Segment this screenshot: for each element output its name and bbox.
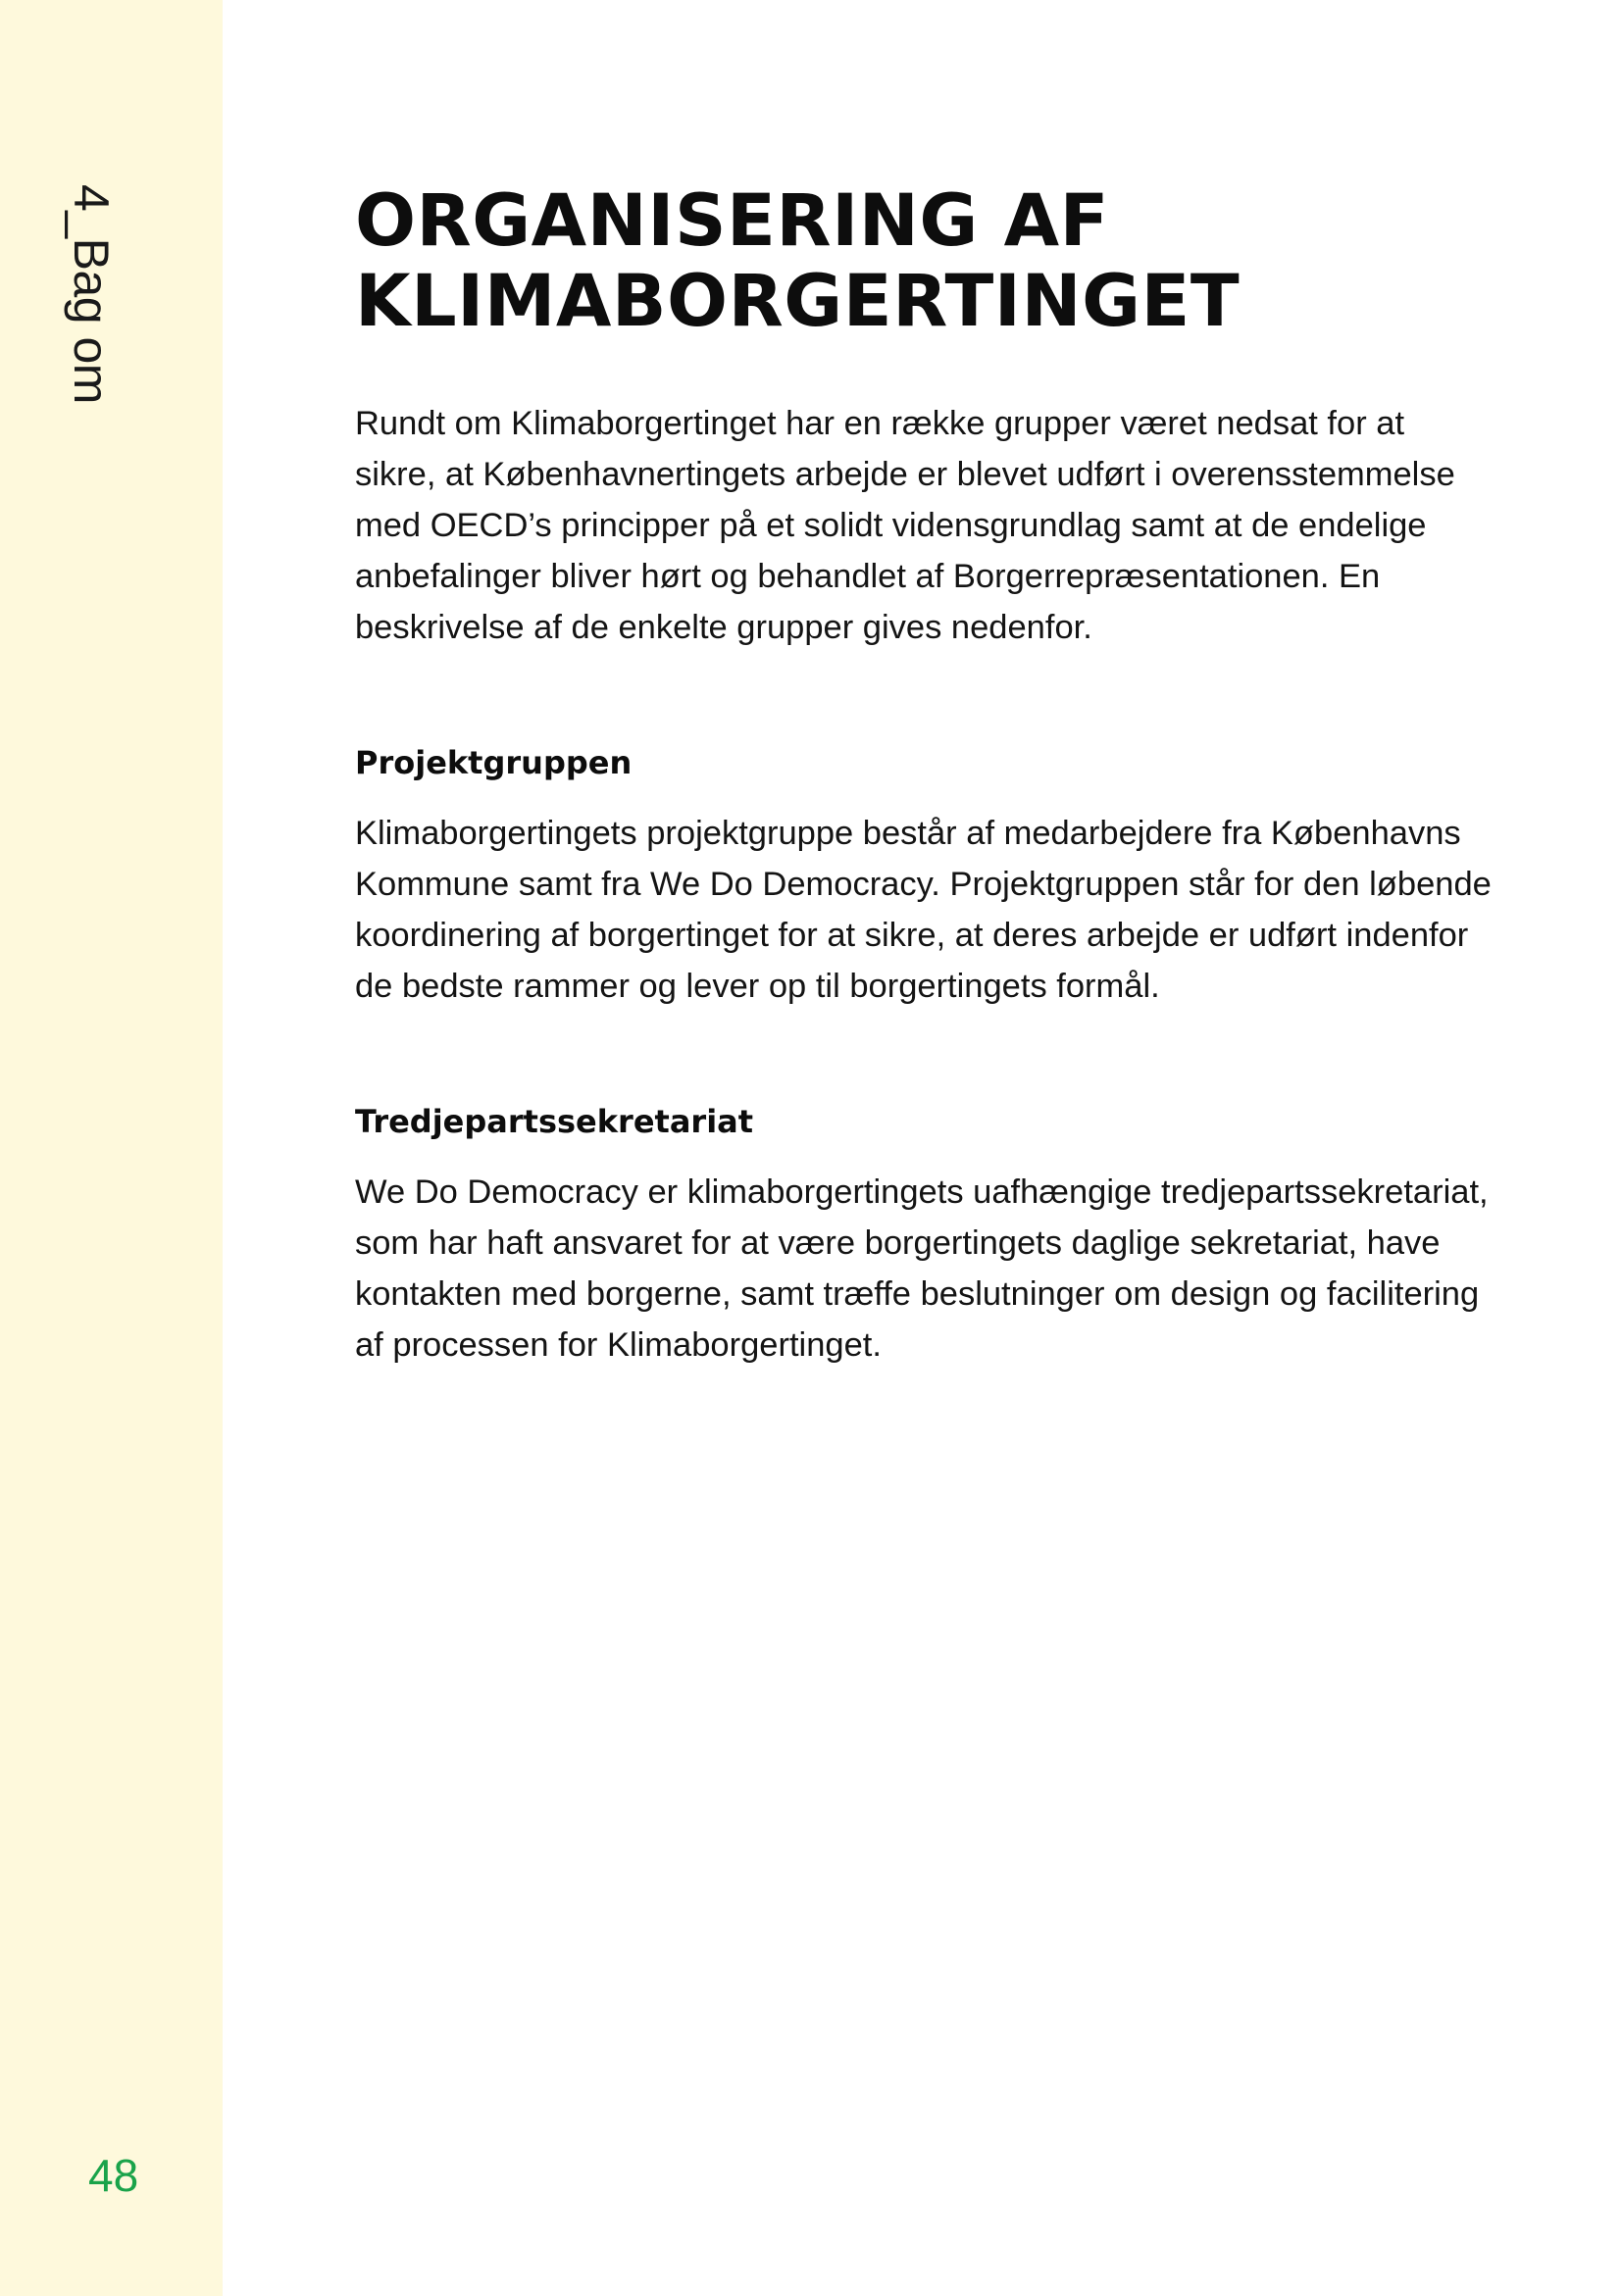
section-label: 4_Bag om <box>64 184 119 404</box>
section-body-tredjepartssekretariat: We Do Democracy er klimaborgertingets uafhængige tredjepartssekretariat, som har haft ansvaret for at være borgertingets daglige sekretariat, have kontakten med borgerne, samt træffe beslutninger om design og facilitering af processen for Klimaborgertinget. <box>355 1173 1489 1364</box>
page-title: ORGANISERING AF KLIMABORGERTINGET <box>355 179 1241 343</box>
page-number: 48 <box>88 2150 139 2201</box>
intro-paragraph: Rundt om Klimaborgertinget har en række grupper været nedsat for at sikre, at Københavnertingets arbejde er blevet udført i overensstemmelse med OECD’s principper på et solidt vidensgrundlag samt at de endelige anbefalinger bliver hørt og behandlet af Borgerrepræsentationen. En beskrivelse af de enkelte grupper gives nedenfor. <box>355 405 1455 646</box>
section-body-projektgruppen: Klimaborgertingets projektgruppe består af medarbejdere fra Københavns Kommune samt fra We Do Democracy. Projektgruppen står for den løbende koordinering af borgertinget for at sikre, at deres arbejde er udført indenfor de bedste rammer og lever op til borgertingets formål. <box>355 815 1492 1005</box>
section-heading-tredjepartssekretariat: Tredjepartssekretariat <box>355 1103 754 1140</box>
section-heading-projektgruppen: Projektgruppen <box>355 744 633 781</box>
main-content <box>355 181 1493 1371</box>
sidebar <box>0 0 223 2296</box>
